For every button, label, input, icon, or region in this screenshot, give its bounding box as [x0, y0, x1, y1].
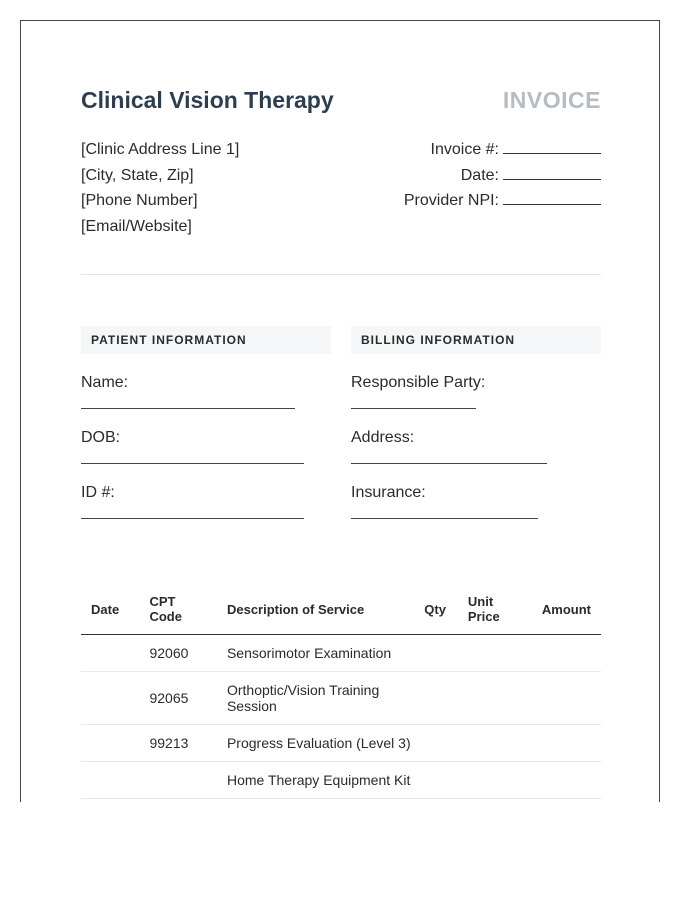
invoice-number-field[interactable] — [503, 139, 601, 154]
row-date[interactable] — [81, 762, 149, 799]
row-unit-price[interactable] — [468, 635, 542, 672]
invoice-number-row — [404, 137, 601, 163]
provider-npi-label: Provider NPI: — [403, 192, 499, 209]
row-date[interactable] — [81, 672, 149, 725]
patient-information-section — [81, 326, 331, 519]
col-description-header: Description of Service — [226, 601, 365, 617]
billing-address-field — [351, 429, 601, 464]
row-cpt — [149, 762, 227, 799]
invoice-date-label: Date: — [460, 166, 499, 184]
row-amount[interactable] — [542, 672, 601, 725]
row-date[interactable] — [81, 725, 149, 762]
row-cpt: 99213 — [149, 735, 189, 751]
patient-information-heading: PATIENT INFORMATION — [81, 326, 331, 354]
row-qty[interactable] — [424, 725, 468, 762]
insurance-label: Insurance: — [351, 484, 426, 501]
row-cpt: 92060 — [149, 645, 189, 661]
row-description: Orthoptic/Vision Training Session — [226, 682, 380, 714]
row-amount[interactable] — [542, 725, 601, 762]
patient-id-label: ID #: — [81, 484, 115, 501]
clinic-address-block — [81, 137, 239, 239]
col-cpt-header — [149, 588, 227, 635]
row-date[interactable] — [81, 635, 149, 672]
invoice-date-field[interactable] — [503, 165, 601, 180]
row-qty[interactable] — [424, 672, 468, 725]
header-divider — [81, 274, 601, 275]
responsible-party-label: Responsible Party: — [351, 374, 486, 391]
billing-information-heading: BILLING INFORMATION — [351, 326, 601, 354]
invoice-page — [20, 20, 660, 802]
address-line-1: [Clinic Address Line 1] — [81, 141, 240, 158]
provider-npi-row — [404, 188, 601, 214]
col-amount-header: Amount — [541, 601, 591, 617]
insurance-input[interactable] — [351, 518, 538, 519]
patient-dob-label: DOB: — [81, 429, 121, 446]
table-header-row — [81, 588, 601, 635]
responsible-party-input[interactable] — [351, 408, 476, 409]
address-line-4: [Email/Website] — [81, 217, 192, 235]
provider-npi-field[interactable] — [503, 190, 601, 205]
insurance-field — [351, 484, 601, 519]
row-description: Sensorimotor Examination — [226, 645, 392, 661]
col-cpt-header-text: CPT Code — [149, 594, 182, 624]
col-date-header: Date — [91, 601, 120, 617]
row-qty[interactable] — [424, 762, 468, 799]
responsible-party-field — [351, 374, 601, 409]
patient-name-label: Name: — [81, 374, 129, 391]
services-table — [81, 588, 601, 799]
table-row — [81, 635, 601, 672]
patient-dob-field — [81, 429, 331, 464]
address-line-3: [Phone Number] — [81, 192, 198, 209]
row-qty[interactable] — [424, 635, 468, 672]
table-row — [81, 762, 601, 799]
patient-dob-input[interactable] — [81, 463, 304, 464]
billing-information-section — [351, 326, 601, 519]
row-unit-price[interactable] — [468, 762, 542, 799]
col-unit-price-header-text: Unit Price — [467, 594, 500, 624]
row-cpt: 92065 — [149, 690, 189, 706]
billing-address-label: Address: — [351, 429, 415, 446]
row-description: Progress Evaluation (Level 3) — [226, 735, 411, 751]
patient-name-field — [81, 374, 331, 409]
table-row — [81, 672, 601, 725]
invoice-date-row — [404, 163, 601, 189]
col-qty-header: Qty — [424, 601, 446, 617]
row-unit-price[interactable] — [468, 672, 542, 725]
row-unit-price[interactable] — [468, 725, 542, 762]
address-line-2: [City, State, Zip] — [81, 166, 194, 184]
document-type-label: INVOICE — [502, 87, 601, 113]
patient-name-input[interactable] — [81, 408, 295, 409]
col-unit-price-header — [468, 588, 542, 635]
patient-id-input[interactable] — [81, 518, 304, 519]
row-description: Home Therapy Equipment Kit — [226, 772, 411, 788]
billing-address-input[interactable] — [351, 463, 547, 464]
row-amount[interactable] — [542, 762, 601, 799]
invoice-number-label: Invoice #: — [430, 141, 499, 158]
patient-id-field — [81, 484, 331, 519]
table-row — [81, 725, 601, 762]
row-amount[interactable] — [542, 635, 601, 672]
invoice-meta-block — [404, 137, 601, 214]
clinic-name: Clinical Vision Therapy — [81, 87, 334, 113]
